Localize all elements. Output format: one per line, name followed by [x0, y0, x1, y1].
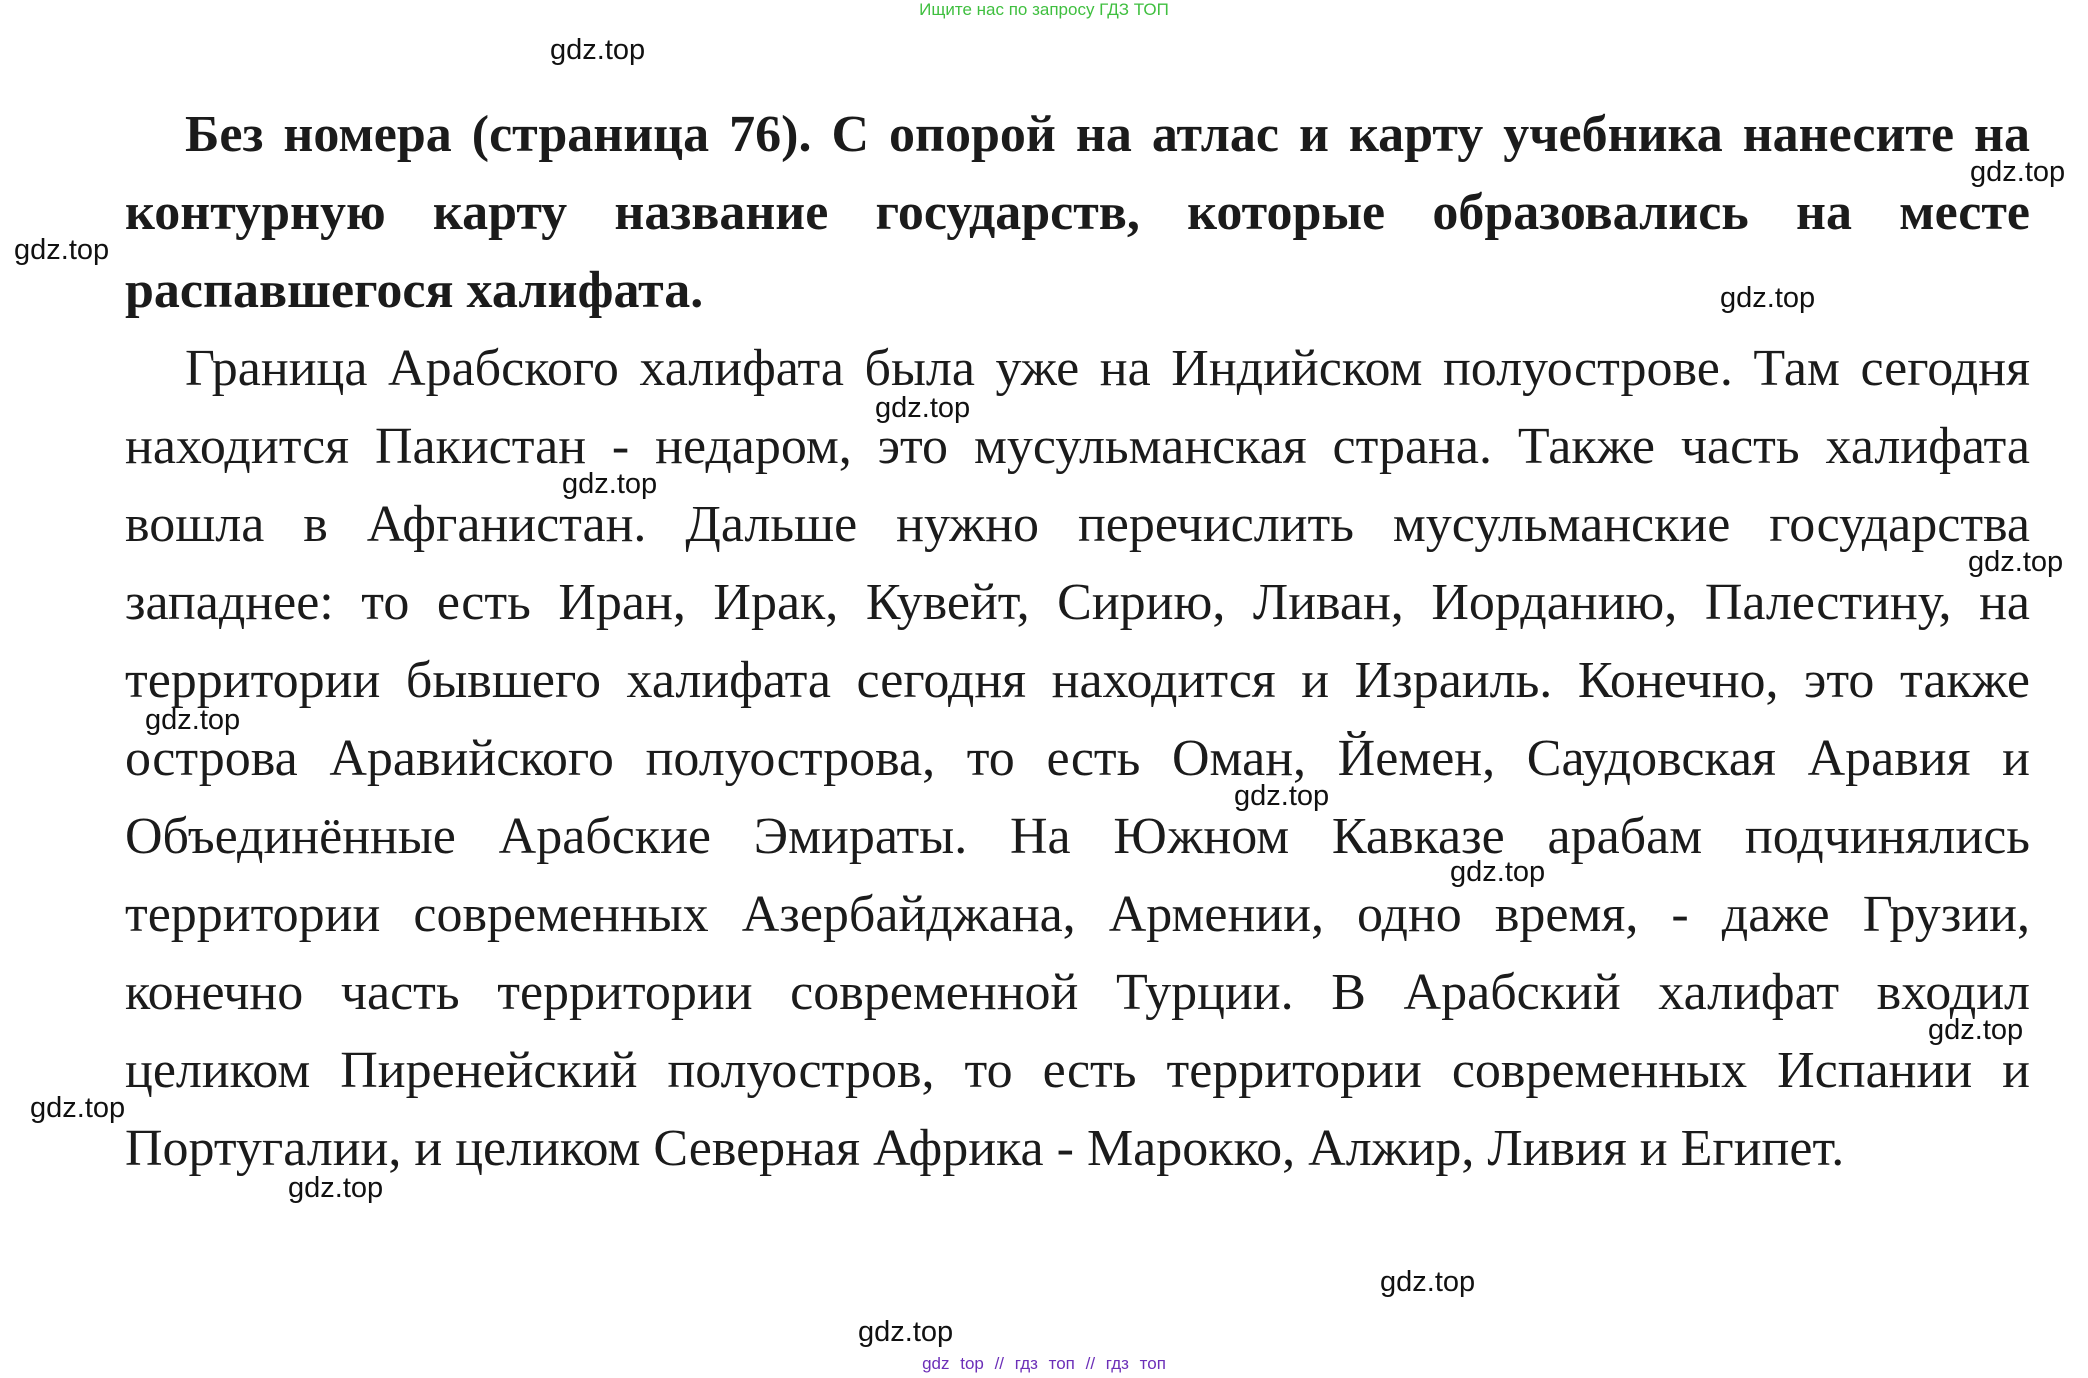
watermark: gdz.top [1380, 1266, 1476, 1298]
footer-note: gdz top // гдз топ // гдз топ [922, 1354, 1166, 1373]
watermark: gdz.top [1450, 856, 1546, 888]
answer-paragraph: Граница Арабского халифата была уже на Индийском полуострове. Там сегодня находится Пакистан - недаром, это мусульманская страна. Также часть халифата вошла в Афганистан. Дальше нужно перечислить мусульманские государства западнее: то есть Иран, Ирак, Кувейт, Сирию, Ливан, Иорданию, Палестину, на территории бывшего халифата сегодня находится и Израиль. Конечно, это также острова Аравийского полуострова, то есть Оман, Йемен, Саудовская Аравия и Объединённые Арабские Эмираты. На Южном Кавказе арабам подчинялись территории современных Азербайджана, Армении, одно время, - даже Грузии, конечно часть территории современной Турции. В Арабский халифат входил целиком Пиренейский полуостров, то есть территории современных Испании и Португалии, и целиком Северная Африка - Марокко, Алжир, Ливия и Египет. [125, 340, 2030, 1177]
watermark: gdz.top [1720, 282, 1816, 314]
header-note: Ищите нас по запросу ГДЗ ТОП [919, 0, 1169, 19]
watermark: gdz.top [1968, 546, 2064, 578]
watermark: gdz.top [14, 234, 110, 266]
document-body [125, 96, 2030, 1188]
watermark: gdz.top [288, 1172, 384, 1204]
watermark: gdz.top [30, 1092, 126, 1124]
watermark: gdz.top [1928, 1014, 2024, 1046]
watermark: gdz.top [858, 1316, 954, 1348]
watermark: gdz.top [550, 34, 646, 66]
watermark: gdz.top [1970, 156, 2066, 188]
task-heading: Без номера (страница 76). С опорой на атлас и карту учебника нанесите на контурную карту название государств, которые образовались на месте распавшегося халифата. [125, 106, 2030, 319]
watermark: gdz.top [1234, 780, 1330, 812]
watermark: gdz.top [875, 392, 971, 424]
watermark: gdz.top [145, 704, 241, 736]
watermark: gdz.top [562, 468, 658, 500]
